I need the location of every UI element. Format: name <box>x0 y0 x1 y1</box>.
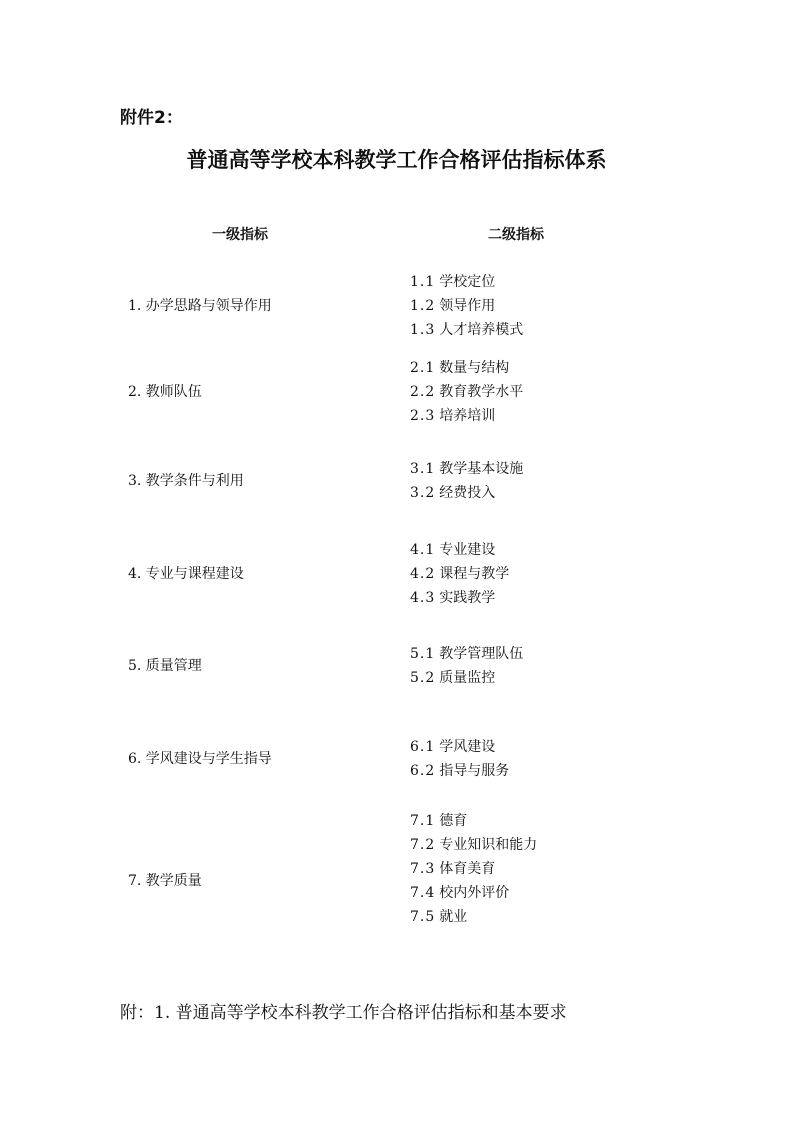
secondary-text: 校内外评价 <box>439 885 510 901</box>
appendix-note: 附：1. 普通高等学校本科教学工作合格评估指标和基本要求 <box>120 1003 567 1023</box>
secondary-indicator <box>410 294 523 318</box>
secondary-indicator <box>410 759 509 783</box>
primary-indicator: 4. 专业与课程建设 <box>128 566 244 582</box>
document-title: 普通高等学校本科教学工作合格评估指标体系 <box>186 148 607 172</box>
secondary-text: 数量与结构 <box>439 360 510 376</box>
secondary-text: 专业知识和能力 <box>439 837 538 853</box>
secondary-indicator-list <box>410 642 523 690</box>
secondary-number: 7.1 <box>410 813 436 829</box>
secondary-number: 1.1 <box>410 274 436 290</box>
secondary-indicator <box>410 857 537 881</box>
secondary-number: 7.5 <box>410 909 436 925</box>
secondary-text: 课程与教学 <box>439 566 510 582</box>
secondary-number: 4.1 <box>410 542 436 558</box>
secondary-indicator <box>410 666 523 690</box>
secondary-text: 教学管理队伍 <box>439 646 524 662</box>
primary-indicator: 1. 办学思路与领导作用 <box>128 298 272 314</box>
secondary-indicator <box>410 380 523 404</box>
secondary-number: 2.2 <box>410 384 436 400</box>
secondary-indicator-list <box>410 735 509 783</box>
secondary-text: 质量监控 <box>439 670 496 686</box>
secondary-text: 教学基本设施 <box>439 461 524 477</box>
secondary-indicator <box>410 735 509 759</box>
secondary-text: 学校定位 <box>439 274 496 290</box>
secondary-indicator <box>410 481 523 505</box>
secondary-indicator-list <box>410 457 523 505</box>
header-second-level: 二级指标 <box>488 227 544 243</box>
secondary-text: 指导与服务 <box>439 763 510 779</box>
secondary-indicator <box>410 586 509 610</box>
primary-indicator: 2. 教师队伍 <box>128 384 202 400</box>
secondary-text: 就业 <box>439 909 468 925</box>
secondary-indicator <box>410 270 523 294</box>
secondary-number: 7.4 <box>410 885 436 901</box>
secondary-indicator <box>410 833 537 857</box>
secondary-indicator-list <box>410 538 509 610</box>
secondary-number: 7.3 <box>410 861 436 877</box>
secondary-number: 4.2 <box>410 566 436 582</box>
secondary-indicator <box>410 881 537 905</box>
secondary-indicator <box>410 905 537 929</box>
secondary-indicator <box>410 457 523 481</box>
secondary-number: 6.2 <box>410 763 436 779</box>
secondary-indicator-list <box>410 356 523 428</box>
secondary-number: 2.1 <box>410 360 436 376</box>
secondary-text: 德育 <box>439 813 468 829</box>
secondary-indicator <box>410 538 509 562</box>
secondary-indicator <box>410 404 523 428</box>
header-first-level: 一级指标 <box>212 227 268 243</box>
secondary-text: 教育教学水平 <box>439 384 524 400</box>
secondary-indicator <box>410 809 537 833</box>
secondary-text: 人才培养模式 <box>439 322 524 338</box>
secondary-number: 6.1 <box>410 739 436 755</box>
secondary-indicator <box>410 642 523 666</box>
secondary-text: 培养培训 <box>439 408 496 424</box>
secondary-indicator <box>410 562 509 586</box>
attachment-label: 附件2： <box>120 108 183 128</box>
secondary-number: 5.2 <box>410 670 436 686</box>
primary-indicator: 7. 教学质量 <box>128 873 202 889</box>
secondary-indicator-list <box>410 270 523 342</box>
primary-indicator: 5. 质量管理 <box>128 658 202 674</box>
secondary-number: 1.3 <box>410 322 436 338</box>
secondary-number: 5.1 <box>410 646 436 662</box>
secondary-number: 1.2 <box>410 298 436 314</box>
secondary-text: 经费投入 <box>439 485 496 501</box>
secondary-indicator <box>410 318 523 342</box>
secondary-text: 学风建设 <box>439 739 496 755</box>
primary-indicator: 6. 学风建设与学生指导 <box>128 751 272 767</box>
secondary-text: 领导作用 <box>439 298 496 314</box>
secondary-number: 4.3 <box>410 590 436 606</box>
secondary-indicator-list <box>410 809 537 929</box>
secondary-number: 3.2 <box>410 485 436 501</box>
secondary-text: 实践教学 <box>439 590 496 606</box>
secondary-text: 专业建设 <box>439 542 496 558</box>
secondary-number: 2.3 <box>410 408 436 424</box>
secondary-text: 体育美育 <box>439 861 496 877</box>
secondary-indicator <box>410 356 523 380</box>
primary-indicator: 3. 教学条件与利用 <box>128 473 244 489</box>
secondary-number: 7.2 <box>410 837 436 853</box>
secondary-number: 3.1 <box>410 461 436 477</box>
